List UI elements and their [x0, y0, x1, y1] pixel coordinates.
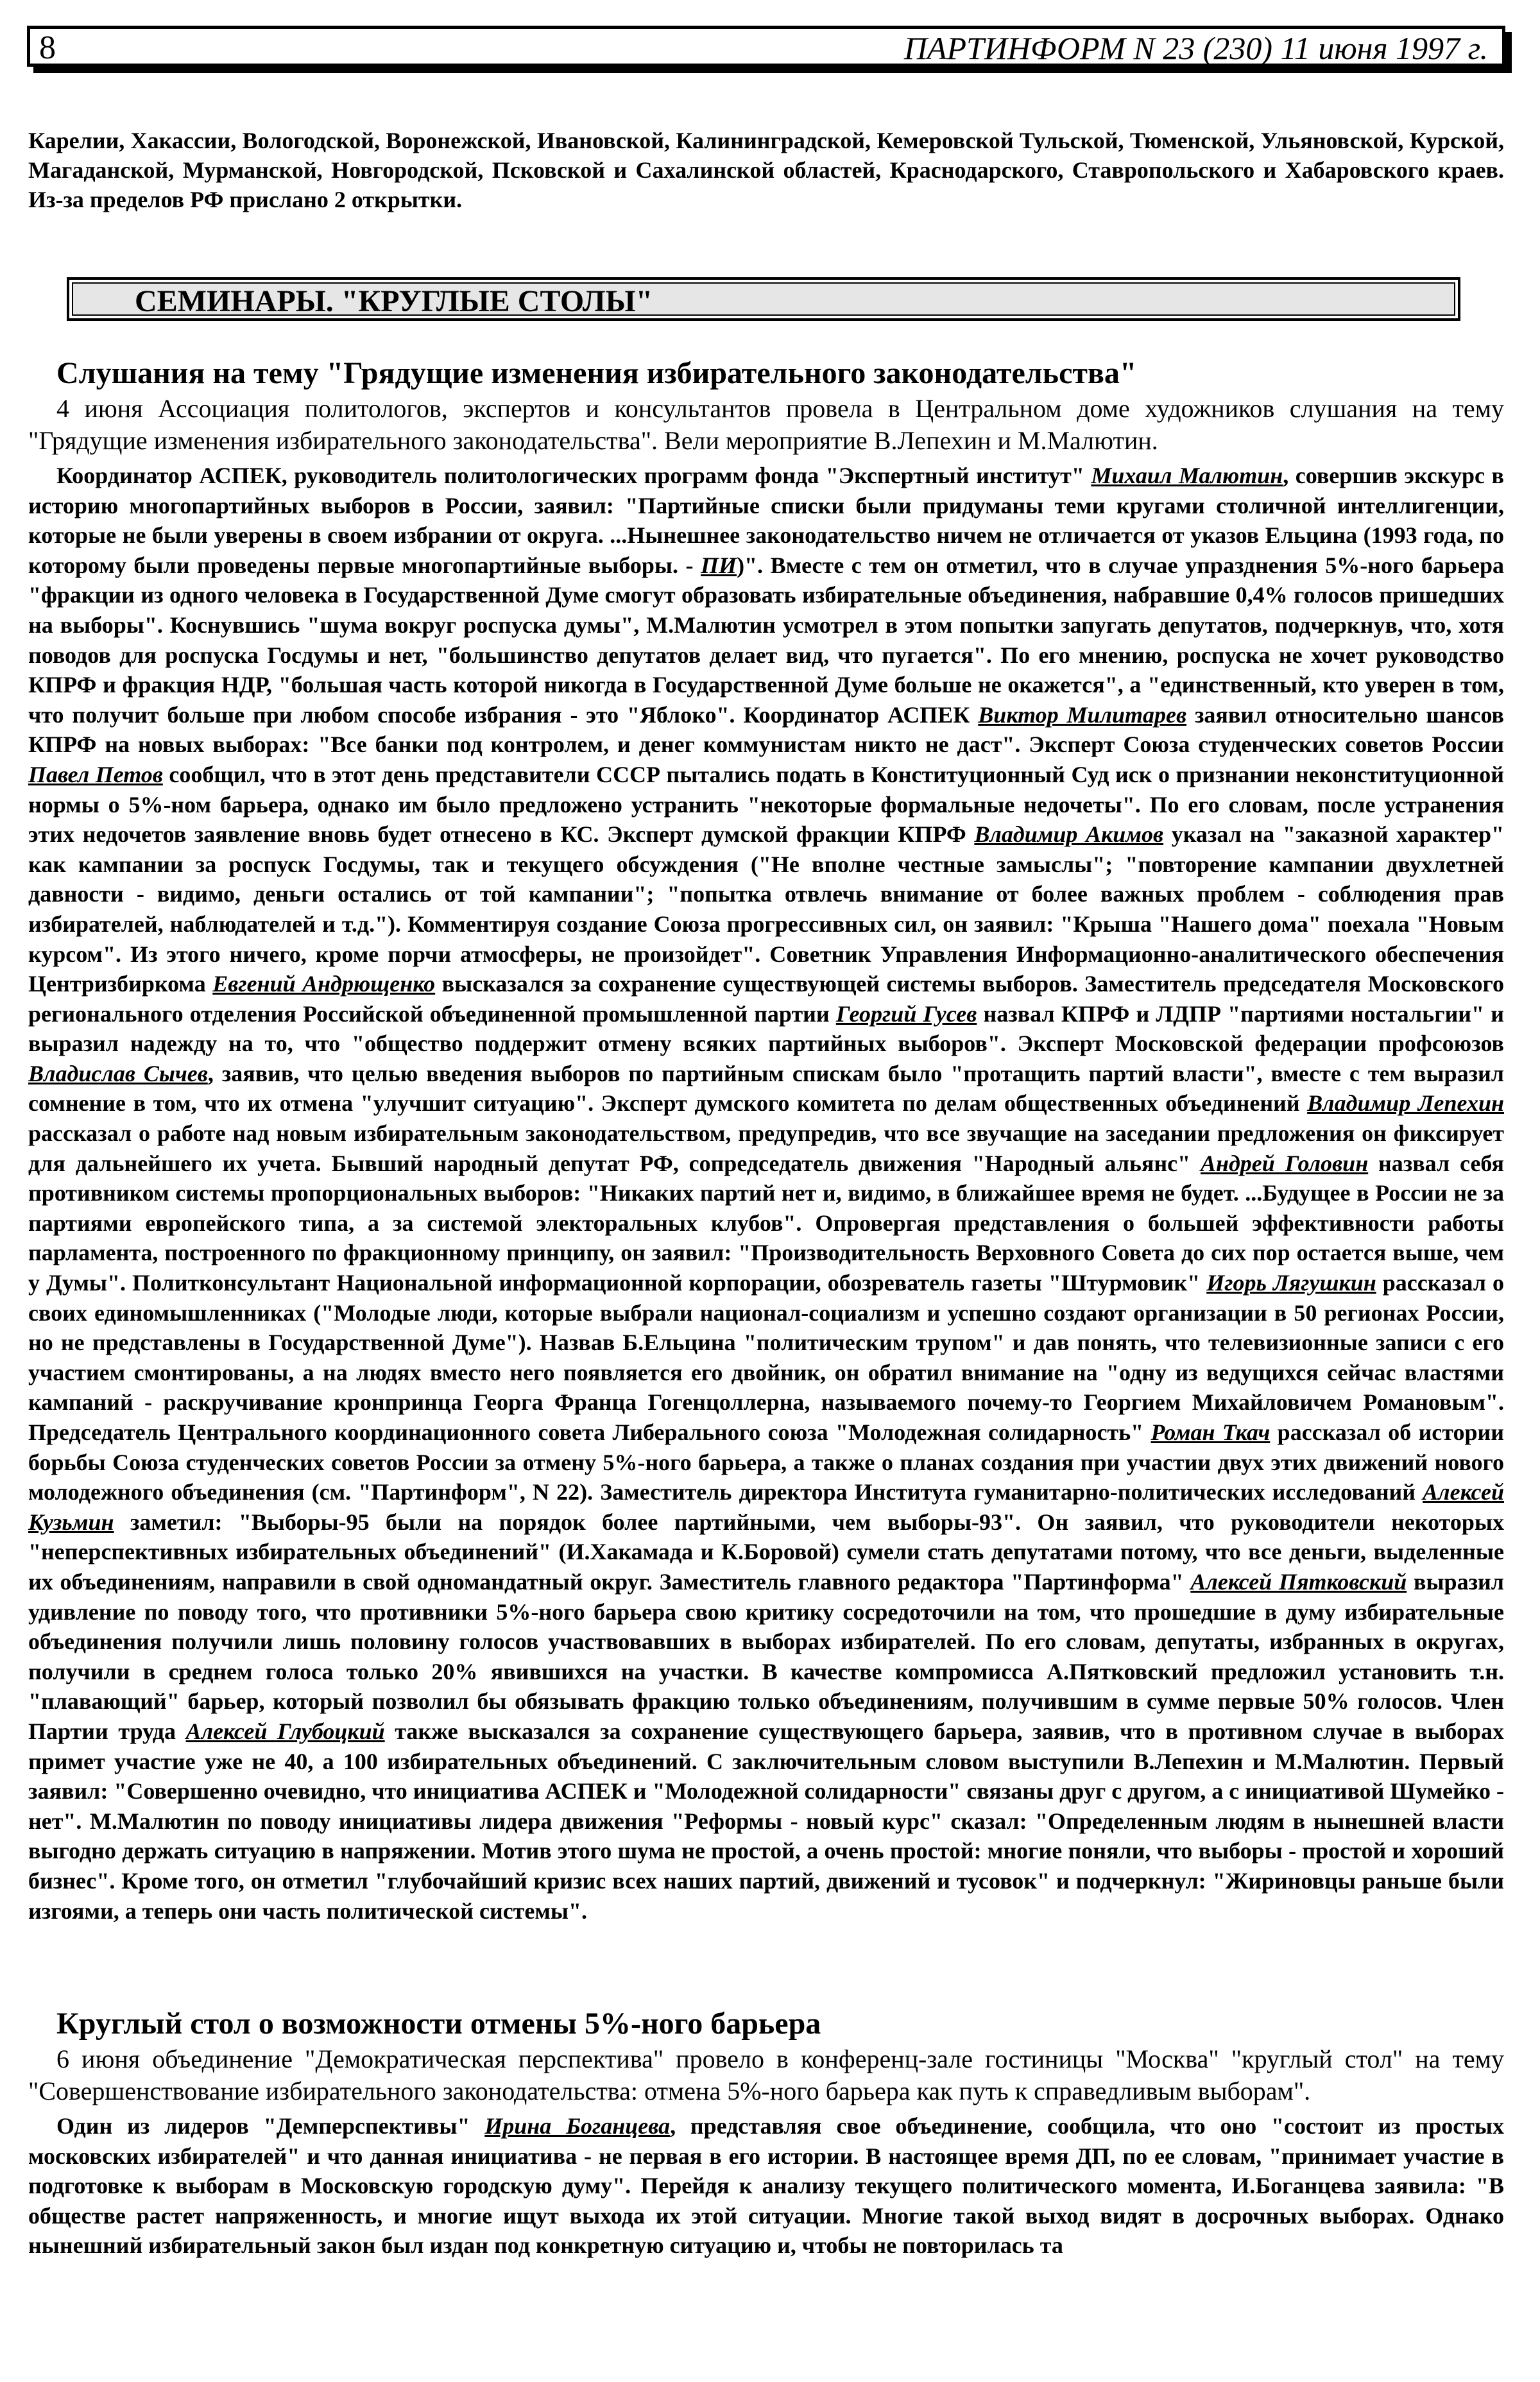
intro-paragraph: Карелии, Хакассии, Вологодской, Воронежской, Ивановской, Калининградской, Кемеровской Тульской, Тюменской, Ульяновской, Курской, Магаданской, Мурманской, Новгородской, Псковской и Сахалинской областей, Краснодарского, Ставропольского и Хабаровского краев. Из-за пределов РФ прислано 2 открытки.	[28, 128, 1504, 212]
person-name: Владислав Сычев	[28, 1060, 208, 1086]
body-text: , представляя свое объединение, сообщила, что оно "состоит из простых московских избирателей" и что данная инициатива - не первая в его истории. В настоящее время ДП, по ее словам, "принимает участие в подготовке к выборам в Московскую городскую думу". Перейдя к анализу текущего политического момента, И.Боганцева заявила: "В обществе растет напряженность, и многие ищут выхода их этой ситуации. Многие такой выход видят в досрочных выборах. Однако нынешний избирательный закон был издан под конкретную ситуацию и, чтобы не повторилась та	[28, 2113, 1505, 2259]
body-text: , заявив, что целью введения выборов по партийным спискам было "протащить партий власти", вместе с тем выразил сомнение в том, что их отмена "улучшит ситуацию". Эксперт думского комитета по делам общественных объединений	[28, 1060, 1504, 1117]
body-text: , совершив экскурс в историю многопартийных выборов в России, заявил: "Партийные списки были придуманы теми кругами столичной интеллигенции, которые не были уверены в своем избрании от округа. ...Нынешнее законодательство ничем не отличается от указов Ельцина (1993 года, по которому были проведены первые многопартийные выборы. -	[28, 463, 1504, 578]
section-heading-background	[72, 282, 1455, 316]
person-name: Павел Петов	[28, 761, 163, 787]
section-heading-box	[67, 277, 1460, 321]
person-name: Алексей Пятковский	[1190, 1568, 1407, 1595]
person-name: Роман Ткач	[1151, 1419, 1270, 1445]
person-name: Андрей Головин	[1200, 1150, 1369, 1176]
person-name: Георгий Гусев	[835, 1000, 977, 1027]
person-name: Владимир Лепехин	[1307, 1090, 1504, 1117]
publication-title: ПАРТИНФОРМ N 23 (230) 11 июня 1997 г.	[903, 30, 1488, 66]
page-number: 8	[39, 30, 56, 66]
body-text: указал на "заказной характер" как кампании за роспуск Госдумы, так и текущего обсуждения ("Не вполне честные замыслы"; "повторение кампании двухлетней давности - видимо, деньги остались от той кампании"; "попытка отвлечь внимание от более важных проблем - соблюдения прав избирателей, наблюдателей и т.д."). Комментируя создание Союза прогрессивных сил, он заявил: "Крыша "Нашего дома" поехала "Новым курсом". Из этого ничего, кроме порчи атмосферы, не произойдет". Советник Управления Информационно-аналитического обеспечения Центризбиркома	[28, 821, 1505, 997]
section-title: СЕМИНАРЫ. "КРУГЛЫЕ СТОЛЫ"	[135, 284, 653, 318]
person-name: ПИ	[701, 552, 737, 578]
body-text: рассказал о своих единомышленниках ("Молодые люди, которые выбрали национал-социализм и успешно создают организации в 50 регионах России, но не представлены в Государственной Думе"). Назвав Б.Ельцина "политическим трупом" и дав понять, что телевизионные записи с его участием смонтированы, а на людях вместо него появляется его двойник, он обратил внимание на "одну из ведущихся сейчас властями кампаний - раскручивание кронпринца Георга Франца Гогенцоллерна, называемого почему-то Георгием Михайловичем Романовым". Председатель Центрального координационного совета Либерального союза "Молодежная солидарность"	[28, 1270, 1504, 1445]
body-text: сообщил, что в этот день представители СССР пытались подать в Конституционный Суд иск о признании неконституционной нормы о 5%-ном барьера, однако им было предложено устранить "некоторые формальные недочеты". По его словам, после устранения этих недочетов заявление вновь будет отнесено в КС. Эксперт думской фракции КПРФ	[28, 761, 1504, 848]
person-name: Ирина Боганцева	[484, 2113, 671, 2139]
person-name: Виктор Милитарев	[978, 701, 1187, 728]
article-body	[28, 2111, 1504, 2261]
body-text: рассказал о работе над новым избирательным законодательством, предупредив, что все звучащие на заседании предложения он фиксирует для дальнейшего их учета. Бывший народный депутат РФ, сопредседатель движения "Народный альянс"	[28, 1120, 1504, 1176]
person-name: Владимир Акимов	[974, 821, 1164, 848]
body-text: Один из лидеров "Демперспективы"	[56, 2113, 485, 2139]
person-name: Михаил Малютин	[1091, 463, 1283, 488]
body-text: Координатор АСПЕК, руководитель политологических программ фонда "Экспертный институт"	[56, 463, 1091, 488]
article-lead: 4 июня Ассоциация политологов, экспертов и консультантов провела в Центральном доме художников слушания на тему "Грядущие изменения избирательного законодательства". Вели мероприятие В.Лепехин и М.Малютин.	[28, 394, 1504, 455]
page-header	[27, 26, 1505, 67]
article-title: Слушания на тему "Грядущие изменения избирательного законодательства"	[56, 356, 1137, 390]
article-lead: 6 июня объединение "Демократическая перспектива" провело в конференц-зале гостиницы "Москва" "круглый стол" на тему "Совершенствование избирательного законодательства: отмена 5%-ного барьера как путь к справедливым выборам".	[28, 2044, 1504, 2105]
body-text: выразил удивление по поводу того, что противники 5%-ного барьера свою критику сосредоточили на том, что прошедшие в думу избирательные объединения получили лишь половину голосов участвовавших в выборах избирателей. По его словам, депутаты, избранных в округах, получили в среднем голоса только 20% явившихся на участки. В качестве компромисса А.Пятковский предложил установить т.н. "плавающий" барьер, который позволил бы обязывать фракцию только объединениям, получившим в сумме первые 50% голосов. Член Партии труда	[28, 1568, 1504, 1744]
article-title: Круглый стол о возможности отмены 5%-ного барьера	[56, 2007, 821, 2041]
body-text: заявил относительно шансов КПРФ на новых выборах: "Все банки под контролем, и денег коммунистам никто не даст". Эксперт Союза студенческих советов России	[28, 701, 1504, 758]
body-text: рассказал об истории борьбы Союза студенческих советов России за отмену 5%-ного барьера, а также о планах создания при участии двух этих движений нового молодежного объединения (см. "Партинформ", N 22). Заместитель директора Института гуманитарно-политических исследований	[28, 1419, 1504, 1505]
article-body	[28, 461, 1504, 1926]
body-text: назвал КПРФ и ЛДПР "партиями ностальгии" и выразил надежду на то, что "общество поддержит отмену всяких партийных выборов". Эксперт Московской федерации профсоюзов	[28, 1000, 1504, 1057]
body-text: назвал себя противником системы пропорциональных выборов: "Никаких партий нет и, видимо, в ближайшее время не будет. ...Будущее в России не за партиями европейского типа, а за системой электоральных клубов". Опровергая представления о большей эффективности работы парламента, построенного по фракционному принципу, он заявил: "Производительность Верховного Совета до сих пор остается выше, чем у Думы". Политконсультант Национальной информационной корпорации, обозреватель газеты "Штурмовик"	[28, 1150, 1505, 1296]
body-text: )". Вместе с тем он отметил, что в случае упразднения 5%-ного барьера "фракции из одного человека в Государственной Думе смогут образовать избирательные объединения, набравшие 0,4% голосов пришедших на выборы". Коснувшись "шума вокруг роспуска думы", М.Малютин усмотрел в этом попытки запугать депутатов, подчеркнув, что, хотя поводов для роспуска Госдумы и нет, "большинство депутатов делает вид, что пугается". По его мнению, роспуска не хочет руководство КПРФ и фракция НДР, "большая часть которой никогда в Государственной Думе больше не окажется", а "единственный, кто уверен в том, что получит больше при любом способе избрания - это "Яблоко". Координатор АСПЕК	[28, 552, 1504, 728]
body-text: также высказался за сохранение существующего барьера, заявив, что в противном случае в выборах примет участие уже не 40, а 100 избирательных объединений. С заключительным словом выступили В.Лепехин и М.Малютин. Первый заявил: "Совершенно очевидно, что инициатива АСПЕК и "Молодежной солидарности" связаны друг с другом, а с инициативой Шумейко - нет". М.Малютин по поводу инициативы лидера движения "Реформы - новый курс" сказал: "Определенным людям в нынешней власти выгодно держать ситуацию в напряжении. Мотив этого шума не простой, а очень простой: многие поняли, что выборы - простой и хороший бизнес". Кроме того, он отметил "глубочайший кризис всех наших партий, движений и тусовок" и подчеркнул: "Жириновцы раньше были изгоями, а теперь они часть политической системы".	[28, 1718, 1504, 1924]
person-name: Алексей Глубоцкий	[185, 1718, 385, 1744]
person-name: Евгений Андрющенко	[212, 971, 436, 997]
body-text: заметил: "Выборы-95 были на порядок более партийными, чем выборы-93". Он заявил, что руководители некоторых "неперспективных избирательных объединений" (И.Хакамада и К.Боровой) сумели стать депутатами потому, что все деньги, выделенные их объединениям, направили в свой одномандатный округ. Заместитель главного редактора "Партинформа"	[28, 1509, 1504, 1595]
person-name: Игорь Лягушкин	[1206, 1270, 1376, 1296]
article-hearings	[28, 354, 1504, 1926]
person-name: Алексей Кузьмин	[28, 1479, 1504, 1535]
body-text: высказался за сохранение существующей системы выборов. Заместитель председателя Московского регионального отделения Российской объединенной промышленной партии	[28, 971, 1505, 1027]
article-round-table	[28, 2005, 1504, 2261]
